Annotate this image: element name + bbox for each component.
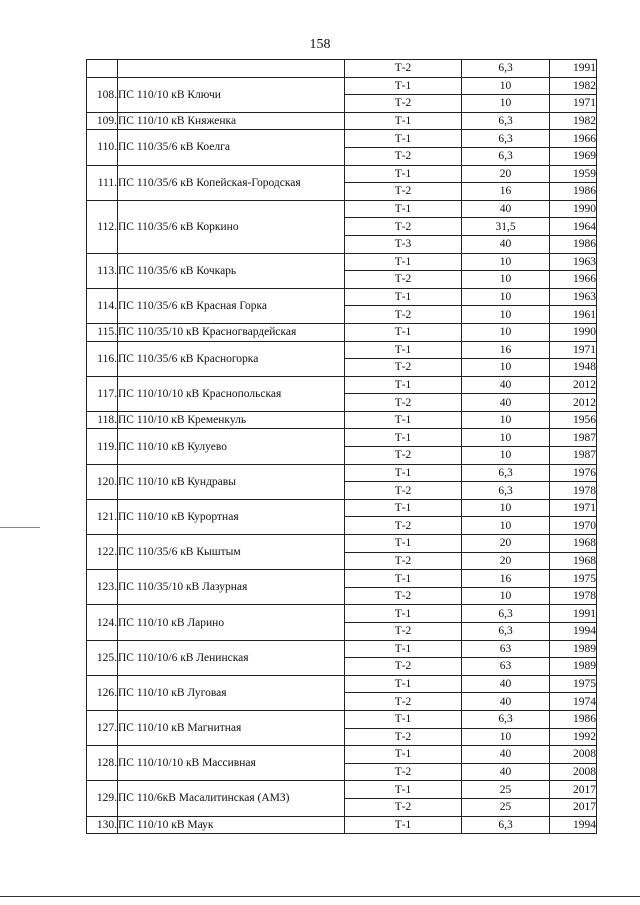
power-cell: 63 [462, 640, 550, 658]
substation-name-cell: ПС 110/35/6 кВ Кочкарь [118, 253, 345, 288]
transformer-cell: Т-2 [345, 517, 462, 535]
year-cell: 1975 [550, 570, 597, 588]
table-row [87, 77, 597, 95]
page-number: 158 [309, 37, 331, 52]
year-cell: 1976 [550, 464, 597, 482]
transformer-cell: Т-1 [345, 112, 462, 130]
year-cell: 1966 [550, 130, 597, 148]
substation-name-cell: ПС 110/10 кВ Ключи [118, 77, 345, 112]
transformer-cell: Т-2 [345, 60, 462, 78]
substation-name-cell: ПС 110/35/6 кВ Коелга [118, 130, 345, 165]
transformer-cell: Т-1 [345, 429, 462, 447]
year-cell: 1987 [550, 447, 597, 465]
substation-name-cell: ПС 110/10/10 кВ Краснопольская [118, 376, 345, 411]
table-row [87, 60, 597, 78]
power-cell: 10 [462, 288, 550, 306]
year-cell: 2008 [550, 763, 597, 781]
table-row [87, 323, 597, 341]
power-cell: 6,3 [462, 112, 550, 130]
power-cell: 10 [462, 253, 550, 271]
transformer-cell: Т-1 [345, 341, 462, 359]
transformer-cell: Т-2 [345, 728, 462, 746]
power-cell: 40 [462, 675, 550, 693]
year-cell: 1970 [550, 517, 597, 535]
substation-name-cell: ПС 110/35/6 кВ Красная Горка [118, 288, 345, 323]
power-cell: 63 [462, 658, 550, 676]
year-cell: 1968 [550, 535, 597, 553]
substation-name-cell: ПС 110/6кВ Масалитинская (АМЗ) [118, 781, 345, 816]
transformer-cell: Т-1 [345, 130, 462, 148]
table-row [87, 429, 597, 447]
substation-name-cell [118, 60, 345, 78]
power-cell: 25 [462, 798, 550, 816]
power-cell: 10 [462, 728, 550, 746]
transformer-cell: Т-1 [345, 323, 462, 341]
transformer-cell: Т-1 [345, 675, 462, 693]
row-number-cell: 115. [87, 323, 118, 341]
row-number-cell: 128. [87, 746, 118, 781]
table-row [87, 710, 597, 728]
table-row [87, 746, 597, 764]
year-cell: 1971 [550, 341, 597, 359]
row-number-cell: 112. [87, 200, 118, 253]
substation-name-cell: ПС 110/10/6 кВ Ленинская [118, 640, 345, 675]
year-cell: 2017 [550, 798, 597, 816]
bottom-rule [0, 896, 640, 897]
transformer-cell: Т-1 [345, 535, 462, 553]
power-cell: 16 [462, 570, 550, 588]
power-cell: 6,3 [462, 147, 550, 165]
substation-name-cell: ПС 110/10 кВ Кундравы [118, 464, 345, 499]
year-cell: 1978 [550, 482, 597, 500]
power-cell: 10 [462, 306, 550, 324]
transformer-cell: Т-2 [345, 447, 462, 465]
power-cell: 10 [462, 429, 550, 447]
row-number-cell [87, 60, 118, 78]
row-number-cell: 122. [87, 535, 118, 570]
year-cell: 1990 [550, 200, 597, 218]
power-cell: 10 [462, 271, 550, 289]
power-cell: 6,3 [462, 605, 550, 623]
year-cell: 1974 [550, 693, 597, 711]
power-cell: 40 [462, 200, 550, 218]
row-number-cell: 109. [87, 112, 118, 130]
power-cell: 10 [462, 447, 550, 465]
row-number-cell: 113. [87, 253, 118, 288]
transformer-cell: Т-2 [345, 552, 462, 570]
year-cell: 1991 [550, 60, 597, 78]
transformer-cell: Т-1 [345, 288, 462, 306]
transformer-cell: Т-1 [345, 411, 462, 429]
transformer-cell: Т-3 [345, 235, 462, 253]
table-row [87, 499, 597, 517]
year-cell: 1990 [550, 323, 597, 341]
substation-name-cell: ПС 110/35/6 кВ Кыштым [118, 535, 345, 570]
row-number-cell: 120. [87, 464, 118, 499]
year-cell: 1948 [550, 359, 597, 377]
transformer-cell: Т-1 [345, 253, 462, 271]
row-number-cell: 118. [87, 411, 118, 429]
substation-name-cell: ПС 110/10 кВ Ларино [118, 605, 345, 640]
transformer-cell: Т-1 [345, 499, 462, 517]
transformer-cell: Т-2 [345, 359, 462, 377]
year-cell: 1963 [550, 288, 597, 306]
power-cell: 10 [462, 359, 550, 377]
table-row [87, 605, 597, 623]
substation-table-body [87, 60, 597, 834]
substation-table [86, 59, 597, 834]
substation-name-cell: ПС 110/35/6 кВ Красногорка [118, 341, 345, 376]
year-cell: 1959 [550, 165, 597, 183]
year-cell: 2017 [550, 781, 597, 799]
power-cell: 10 [462, 499, 550, 517]
year-cell: 1971 [550, 499, 597, 517]
row-number-cell: 114. [87, 288, 118, 323]
power-cell: 16 [462, 341, 550, 359]
transformer-cell: Т-1 [345, 816, 462, 834]
row-number-cell: 125. [87, 640, 118, 675]
table-row [87, 341, 597, 359]
row-number-cell: 129. [87, 781, 118, 816]
power-cell: 40 [462, 746, 550, 764]
row-number-cell: 123. [87, 570, 118, 605]
transformer-cell: Т-2 [345, 183, 462, 201]
power-cell: 10 [462, 77, 550, 95]
power-cell: 10 [462, 323, 550, 341]
power-cell: 6,3 [462, 482, 550, 500]
year-cell: 1963 [550, 253, 597, 271]
transformer-cell: Т-1 [345, 605, 462, 623]
substation-name-cell: ПС 110/10 кВ Кулуево [118, 429, 345, 464]
transformer-cell: Т-2 [345, 271, 462, 289]
row-number-cell: 111. [87, 165, 118, 200]
transformer-cell: Т-1 [345, 710, 462, 728]
transformer-cell: Т-2 [345, 623, 462, 641]
table-row [87, 570, 597, 588]
power-cell: 10 [462, 411, 550, 429]
substation-name-cell: ПС 110/10 кВ Магнитная [118, 710, 345, 745]
year-cell: 1968 [550, 552, 597, 570]
year-cell: 1986 [550, 235, 597, 253]
transformer-cell: Т-2 [345, 763, 462, 781]
row-number-cell: 127. [87, 710, 118, 745]
table-row [87, 640, 597, 658]
substation-name-cell: ПС 110/10 кВ Курортная [118, 499, 345, 534]
transformer-cell: Т-2 [345, 587, 462, 605]
year-cell: 1978 [550, 587, 597, 605]
row-number-cell: 108. [87, 77, 118, 112]
table-row [87, 200, 597, 218]
substation-name-cell: ПС 110/10 кВ Кременкуль [118, 411, 345, 429]
year-cell: 1989 [550, 640, 597, 658]
table-row [87, 376, 597, 394]
power-cell: 6,3 [462, 623, 550, 641]
year-cell: 1989 [550, 658, 597, 676]
power-cell: 20 [462, 165, 550, 183]
row-number-cell: 116. [87, 341, 118, 376]
year-cell: 2012 [550, 376, 597, 394]
table-row [87, 464, 597, 482]
power-cell: 40 [462, 394, 550, 412]
power-cell: 6,3 [462, 464, 550, 482]
year-cell: 1961 [550, 306, 597, 324]
transformer-cell: Т-2 [345, 798, 462, 816]
power-cell: 40 [462, 235, 550, 253]
year-cell: 1986 [550, 183, 597, 201]
table-row [87, 411, 597, 429]
power-cell: 20 [462, 535, 550, 553]
power-cell: 6,3 [462, 816, 550, 834]
year-cell: 1964 [550, 218, 597, 236]
transformer-cell: Т-2 [345, 658, 462, 676]
row-number-cell: 117. [87, 376, 118, 411]
row-number-cell: 110. [87, 130, 118, 165]
substation-name-cell: ПС 110/10/10 кВ Массивная [118, 746, 345, 781]
power-cell: 6,3 [462, 130, 550, 148]
power-cell: 6,3 [462, 710, 550, 728]
power-cell: 20 [462, 552, 550, 570]
power-cell: 10 [462, 95, 550, 113]
table-row [87, 130, 597, 148]
transformer-cell: Т-1 [345, 570, 462, 588]
year-cell: 1986 [550, 710, 597, 728]
table-row [87, 781, 597, 799]
substation-name-cell: ПС 110/10 кВ Луговая [118, 675, 345, 710]
transformer-cell: Т-1 [345, 464, 462, 482]
year-cell: 1982 [550, 77, 597, 95]
transformer-cell: Т-2 [345, 95, 462, 113]
transformer-cell: Т-2 [345, 394, 462, 412]
year-cell: 1987 [550, 429, 597, 447]
table-row [87, 535, 597, 553]
table-row [87, 288, 597, 306]
transformer-cell: Т-1 [345, 640, 462, 658]
table-row [87, 675, 597, 693]
year-cell: 2008 [550, 746, 597, 764]
transformer-cell: Т-2 [345, 482, 462, 500]
row-number-cell: 126. [87, 675, 118, 710]
power-cell: 40 [462, 376, 550, 394]
substation-name-cell: ПС 110/35/6 кВ Коркино [118, 200, 345, 253]
year-cell: 1992 [550, 728, 597, 746]
substation-name-cell: ПС 110/35/10 кВ Красногвардейская [118, 323, 345, 341]
year-cell: 1956 [550, 411, 597, 429]
power-cell: 6,3 [462, 60, 550, 78]
power-cell: 40 [462, 693, 550, 711]
power-cell: 31,5 [462, 218, 550, 236]
year-cell: 1969 [550, 147, 597, 165]
year-cell: 1994 [550, 623, 597, 641]
table-row [87, 165, 597, 183]
table-row [87, 253, 597, 271]
transformer-cell: Т-1 [345, 376, 462, 394]
year-cell: 1975 [550, 675, 597, 693]
row-number-cell: 124. [87, 605, 118, 640]
power-cell: 10 [462, 517, 550, 535]
row-number-cell: 119. [87, 429, 118, 464]
transformer-cell: Т-1 [345, 77, 462, 95]
transformer-cell: Т-2 [345, 218, 462, 236]
transformer-cell: Т-1 [345, 200, 462, 218]
transformer-cell: Т-1 [345, 781, 462, 799]
power-cell: 10 [462, 587, 550, 605]
year-cell: 1971 [550, 95, 597, 113]
year-cell: 1994 [550, 816, 597, 834]
power-cell: 16 [462, 183, 550, 201]
power-cell: 40 [462, 763, 550, 781]
substation-name-cell: ПС 110/10 кВ Княженка [118, 112, 345, 130]
transformer-cell: Т-1 [345, 746, 462, 764]
year-cell: 2012 [550, 394, 597, 412]
margin-mark [0, 527, 40, 528]
substation-name-cell: ПС 110/10 кВ Маук [118, 816, 345, 834]
substation-name-cell: ПС 110/35/10 кВ Лазурная [118, 570, 345, 605]
transformer-cell: Т-2 [345, 693, 462, 711]
row-number-cell: 121. [87, 499, 118, 534]
year-cell: 1966 [550, 271, 597, 289]
row-number-cell: 130. [87, 816, 118, 834]
power-cell: 25 [462, 781, 550, 799]
transformer-cell: Т-2 [345, 147, 462, 165]
table-row [87, 816, 597, 834]
transformer-cell: Т-2 [345, 306, 462, 324]
year-cell: 1982 [550, 112, 597, 130]
transformer-cell: Т-1 [345, 165, 462, 183]
substation-name-cell: ПС 110/35/6 кВ Копейская-Городская [118, 165, 345, 200]
table-row [87, 112, 597, 130]
year-cell: 1991 [550, 605, 597, 623]
